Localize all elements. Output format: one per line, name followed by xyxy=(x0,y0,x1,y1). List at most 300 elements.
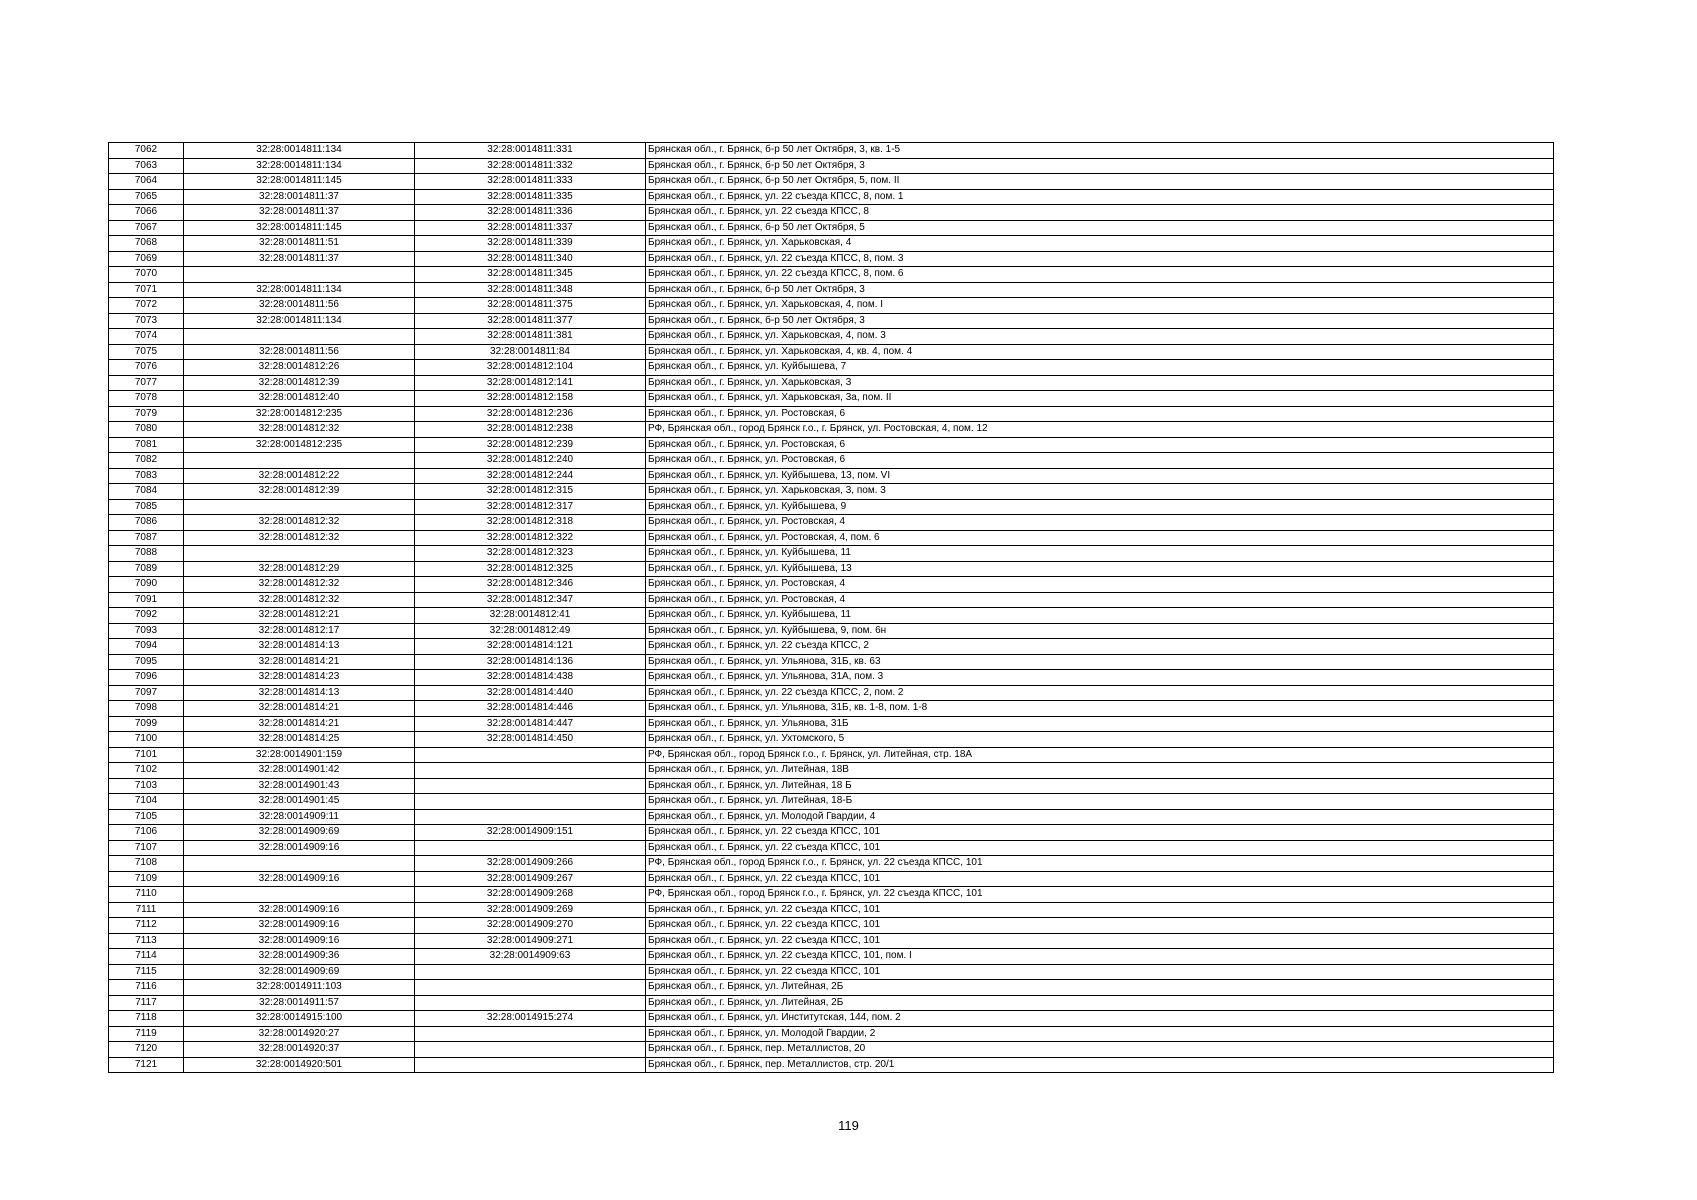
land-cadastral-number-cell: 32:28:0014811:37 xyxy=(184,205,415,221)
land-cadastral-number-cell: 32:28:0014812:235 xyxy=(184,437,415,453)
table-row xyxy=(109,1011,1554,1027)
address-cell: Брянская обл., г. Брянск, ул. 22 съезда КПСС, 101 xyxy=(646,964,1554,980)
land-cadastral-number-cell: 32:28:0014814:13 xyxy=(184,639,415,655)
address-cell: Брянская обл., г. Брянск, ул. 22 съезда КПСС, 8, пом. 1 xyxy=(646,189,1554,205)
address-cell: Брянская обл., г. Брянск, ул. Ростовская, 4 xyxy=(646,577,1554,593)
land-cadastral-number-cell xyxy=(184,887,415,903)
land-cadastral-number-cell xyxy=(184,267,415,283)
row-number-cell: 7107 xyxy=(109,840,184,856)
address-cell: Брянская обл., г. Брянск, ул. Ростовская, 4 xyxy=(646,515,1554,531)
row-number-cell: 7105 xyxy=(109,809,184,825)
address-cell: РФ, Брянская обл., город Брянск г.о., г. Брянск, ул. 22 съезда КПСС, 101 xyxy=(646,856,1554,872)
object-cadastral-number-cell xyxy=(415,763,646,779)
row-number-cell: 7117 xyxy=(109,995,184,1011)
object-cadastral-number-cell: 32:28:0014909:271 xyxy=(415,933,646,949)
land-cadastral-number-cell: 32:28:0014920:27 xyxy=(184,1026,415,1042)
object-cadastral-number-cell: 32:28:0014811:332 xyxy=(415,158,646,174)
row-number-cell: 7087 xyxy=(109,530,184,546)
land-cadastral-number-cell: 32:28:0014811:145 xyxy=(184,220,415,236)
land-cadastral-number-cell: 32:28:0014909:16 xyxy=(184,902,415,918)
table-row xyxy=(109,174,1554,190)
land-cadastral-number-cell: 32:28:0014811:134 xyxy=(184,158,415,174)
address-cell: Брянская обл., г. Брянск, ул. 22 съезда КПСС, 101 xyxy=(646,918,1554,934)
address-cell: Брянская обл., г. Брянск, ул. 22 съезда КПСС, 101 xyxy=(646,825,1554,841)
row-number-cell: 7120 xyxy=(109,1042,184,1058)
row-number-cell: 7121 xyxy=(109,1057,184,1073)
object-cadastral-number-cell: 32:28:0014814:450 xyxy=(415,732,646,748)
row-number-cell: 7092 xyxy=(109,608,184,624)
address-cell: Брянская обл., г. Брянск, ул. 22 съезда КПСС, 101 xyxy=(646,933,1554,949)
table-row xyxy=(109,205,1554,221)
table-row xyxy=(109,406,1554,422)
table-row xyxy=(109,375,1554,391)
row-number-cell: 7067 xyxy=(109,220,184,236)
land-cadastral-number-cell: 32:28:0014909:11 xyxy=(184,809,415,825)
object-cadastral-number-cell: 32:28:0014811:331 xyxy=(415,143,646,159)
table-row xyxy=(109,143,1554,159)
land-cadastral-number-cell: 32:28:0014812:39 xyxy=(184,375,415,391)
table-row xyxy=(109,716,1554,732)
land-cadastral-number-cell xyxy=(184,856,415,872)
land-cadastral-number-cell: 32:28:0014811:37 xyxy=(184,189,415,205)
table-row xyxy=(109,577,1554,593)
address-cell: Брянская обл., г. Брянск, ул. Ростовская, 6 xyxy=(646,453,1554,469)
address-cell: Брянская обл., г. Брянск, ул. Литейная, 18 Б xyxy=(646,778,1554,794)
table-row xyxy=(109,546,1554,562)
table-row xyxy=(109,592,1554,608)
object-cadastral-number-cell xyxy=(415,1057,646,1073)
address-cell: Брянская обл., г. Брянск, б-р 50 лет Октября, 3 xyxy=(646,282,1554,298)
address-cell: Брянская обл., г. Брянск, ул. Молодой Гвардии, 2 xyxy=(646,1026,1554,1042)
address-cell: Брянская обл., г. Брянск, ул. 22 съезда КПСС, 8, пом. 3 xyxy=(646,251,1554,267)
object-cadastral-number-cell: 32:28:0014812:238 xyxy=(415,422,646,438)
table-row xyxy=(109,561,1554,577)
object-cadastral-number-cell: 32:28:0014811:337 xyxy=(415,220,646,236)
address-cell: Брянская обл., г. Брянск, ул. Литейная, 2Б xyxy=(646,980,1554,996)
table-row xyxy=(109,856,1554,872)
address-cell: Брянская обл., г. Брянск, ул. 22 съезда КПСС, 101 xyxy=(646,840,1554,856)
row-number-cell: 7099 xyxy=(109,716,184,732)
address-cell: Брянская обл., г. Брянск, ул. Харьковская, 4, кв. 4, пом. 4 xyxy=(646,344,1554,360)
address-cell: Брянская обл., г. Брянск, ул. Литейная, 18В xyxy=(646,763,1554,779)
row-number-cell: 7069 xyxy=(109,251,184,267)
land-cadastral-number-cell: 32:28:0014812:32 xyxy=(184,577,415,593)
land-cadastral-number-cell: 32:28:0014811:37 xyxy=(184,251,415,267)
land-cadastral-number-cell: 32:28:0014812:29 xyxy=(184,561,415,577)
row-number-cell: 7072 xyxy=(109,298,184,314)
land-cadastral-number-cell: 32:28:0014909:16 xyxy=(184,871,415,887)
row-number-cell: 7080 xyxy=(109,422,184,438)
table-row xyxy=(109,422,1554,438)
table-row xyxy=(109,995,1554,1011)
row-number-cell: 7088 xyxy=(109,546,184,562)
address-cell: Брянская обл., г. Брянск, ул. Харьковская, 3а, пом. II xyxy=(646,391,1554,407)
object-cadastral-number-cell: 32:28:0014811:340 xyxy=(415,251,646,267)
land-cadastral-number-cell: 32:28:0014901:159 xyxy=(184,747,415,763)
address-cell: Брянская обл., г. Брянск, ул. Ульянова, 31Б, кв. 63 xyxy=(646,654,1554,670)
register-table-body xyxy=(109,143,1554,1073)
object-cadastral-number-cell xyxy=(415,980,646,996)
land-cadastral-number-cell: 32:28:0014812:21 xyxy=(184,608,415,624)
row-number-cell: 7081 xyxy=(109,437,184,453)
address-cell: Брянская обл., г. Брянск, ул. Ростовская, 6 xyxy=(646,406,1554,422)
land-cadastral-number-cell: 32:28:0014814:21 xyxy=(184,716,415,732)
table-row xyxy=(109,608,1554,624)
table-row xyxy=(109,189,1554,205)
object-cadastral-number-cell: 32:28:0014812:239 xyxy=(415,437,646,453)
row-number-cell: 7064 xyxy=(109,174,184,190)
table-row xyxy=(109,468,1554,484)
land-cadastral-number-cell: 32:28:0014814:25 xyxy=(184,732,415,748)
table-row xyxy=(109,701,1554,717)
table-row xyxy=(109,1042,1554,1058)
table-row xyxy=(109,732,1554,748)
address-cell: Брянская обл., г. Брянск, ул. 22 съезда КПСС, 101, пом. I xyxy=(646,949,1554,965)
table-row xyxy=(109,933,1554,949)
object-cadastral-number-cell xyxy=(415,995,646,1011)
object-cadastral-number-cell: 32:28:0014909:151 xyxy=(415,825,646,841)
row-number-cell: 7102 xyxy=(109,763,184,779)
object-cadastral-number-cell: 32:28:0014812:317 xyxy=(415,499,646,515)
table-row xyxy=(109,1057,1554,1073)
land-cadastral-number-cell: 32:28:0014911:103 xyxy=(184,980,415,996)
row-number-cell: 7065 xyxy=(109,189,184,205)
object-cadastral-number-cell: 32:28:0014909:268 xyxy=(415,887,646,903)
object-cadastral-number-cell: 32:28:0014909:266 xyxy=(415,856,646,872)
object-cadastral-number-cell: 32:28:0014811:381 xyxy=(415,329,646,345)
address-cell: Брянская обл., г. Брянск, ул. Куйбышева, 11 xyxy=(646,608,1554,624)
row-number-cell: 7118 xyxy=(109,1011,184,1027)
row-number-cell: 7098 xyxy=(109,701,184,717)
table-row xyxy=(109,251,1554,267)
address-cell: Брянская обл., г. Брянск, ул. Харьковская, 4, пом. I xyxy=(646,298,1554,314)
table-row xyxy=(109,763,1554,779)
table-row xyxy=(109,360,1554,376)
object-cadastral-number-cell xyxy=(415,840,646,856)
object-cadastral-number-cell: 32:28:0014814:446 xyxy=(415,701,646,717)
object-cadastral-number-cell: 32:28:0014812:315 xyxy=(415,484,646,500)
row-number-cell: 7090 xyxy=(109,577,184,593)
address-cell: Брянская обл., г. Брянск, б-р 50 лет Октября, 3 xyxy=(646,313,1554,329)
object-cadastral-number-cell: 32:28:0014812:236 xyxy=(415,406,646,422)
row-number-cell: 7115 xyxy=(109,964,184,980)
object-cadastral-number-cell xyxy=(415,809,646,825)
table-row xyxy=(109,267,1554,283)
row-number-cell: 7073 xyxy=(109,313,184,329)
object-cadastral-number-cell: 32:28:0014814:121 xyxy=(415,639,646,655)
table-row xyxy=(109,840,1554,856)
object-cadastral-number-cell: 32:28:0014812:104 xyxy=(415,360,646,376)
land-cadastral-number-cell: 32:28:0014812:32 xyxy=(184,592,415,608)
object-cadastral-number-cell: 32:28:0014812:141 xyxy=(415,375,646,391)
object-cadastral-number-cell: 32:28:0014811:348 xyxy=(415,282,646,298)
land-cadastral-number-cell: 32:28:0014812:17 xyxy=(184,623,415,639)
table-row xyxy=(109,654,1554,670)
address-cell: РФ, Брянская обл., город Брянск г.о., г. Брянск, ул. Литейная, стр. 18А xyxy=(646,747,1554,763)
land-cadastral-number-cell: 32:28:0014811:51 xyxy=(184,236,415,252)
row-number-cell: 7103 xyxy=(109,778,184,794)
address-cell: Брянская обл., г. Брянск, пер. Металлистов, 20 xyxy=(646,1042,1554,1058)
table-row xyxy=(109,887,1554,903)
land-cadastral-number-cell: 32:28:0014812:40 xyxy=(184,391,415,407)
address-cell: Брянская обл., г. Брянск, ул. 22 съезда КПСС, 2, пом. 2 xyxy=(646,685,1554,701)
address-cell: Брянская обл., г. Брянск, б-р 50 лет Октября, 3, кв. 1-5 xyxy=(646,143,1554,159)
land-cadastral-number-cell: 32:28:0014811:145 xyxy=(184,174,415,190)
table-row xyxy=(109,980,1554,996)
address-cell: Брянская обл., г. Брянск, б-р 50 лет Октября, 5, пом. II xyxy=(646,174,1554,190)
land-cadastral-number-cell: 32:28:0014812:26 xyxy=(184,360,415,376)
row-number-cell: 7116 xyxy=(109,980,184,996)
land-cadastral-number-cell: 32:28:0014812:39 xyxy=(184,484,415,500)
object-cadastral-number-cell: 32:28:0014812:41 xyxy=(415,608,646,624)
row-number-cell: 7100 xyxy=(109,732,184,748)
table-row xyxy=(109,747,1554,763)
row-number-cell: 7119 xyxy=(109,1026,184,1042)
address-cell: Брянская обл., г. Брянск, ул. Куйбышева, 9 xyxy=(646,499,1554,515)
object-cadastral-number-cell xyxy=(415,747,646,763)
land-cadastral-number-cell: 32:28:0014909:16 xyxy=(184,933,415,949)
land-cadastral-number-cell: 32:28:0014814:13 xyxy=(184,685,415,701)
row-number-cell: 7095 xyxy=(109,654,184,670)
land-cadastral-number-cell: 32:28:0014911:57 xyxy=(184,995,415,1011)
object-cadastral-number-cell: 32:28:0014814:136 xyxy=(415,654,646,670)
address-cell: РФ, Брянская обл., город Брянск г.о., г. Брянск, ул. Ростовская, 4, пом. 12 xyxy=(646,422,1554,438)
address-cell: Брянская обл., г. Брянск, ул. Ульянова, 31Б xyxy=(646,716,1554,732)
object-cadastral-number-cell: 32:28:0014812:322 xyxy=(415,530,646,546)
table-row xyxy=(109,670,1554,686)
address-cell: Брянская обл., г. Брянск, ул. Литейная, 18-Б xyxy=(646,794,1554,810)
object-cadastral-number-cell: 32:28:0014814:438 xyxy=(415,670,646,686)
table-row xyxy=(109,825,1554,841)
table-row xyxy=(109,809,1554,825)
address-cell: Брянская обл., г. Брянск, ул. 22 съезда КПСС, 8, пом. 6 xyxy=(646,267,1554,283)
land-cadastral-number-cell: 32:28:0014920:501 xyxy=(184,1057,415,1073)
object-cadastral-number-cell: 32:28:0014812:325 xyxy=(415,561,646,577)
row-number-cell: 7106 xyxy=(109,825,184,841)
row-number-cell: 7084 xyxy=(109,484,184,500)
land-cadastral-number-cell: 32:28:0014814:23 xyxy=(184,670,415,686)
address-cell: Брянская обл., г. Брянск, ул. Ростовская, 4, пом. 6 xyxy=(646,530,1554,546)
row-number-cell: 7113 xyxy=(109,933,184,949)
land-cadastral-number-cell: 32:28:0014909:16 xyxy=(184,840,415,856)
object-cadastral-number-cell: 32:28:0014814:440 xyxy=(415,685,646,701)
land-cadastral-number-cell: 32:28:0014811:134 xyxy=(184,313,415,329)
row-number-cell: 7091 xyxy=(109,592,184,608)
land-cadastral-number-cell xyxy=(184,499,415,515)
object-cadastral-number-cell: 32:28:0014812:323 xyxy=(415,546,646,562)
land-cadastral-number-cell: 32:28:0014812:22 xyxy=(184,468,415,484)
row-number-cell: 7079 xyxy=(109,406,184,422)
address-cell: Брянская обл., г. Брянск, ул. Харьковская, 3 xyxy=(646,375,1554,391)
object-cadastral-number-cell xyxy=(415,964,646,980)
table-row xyxy=(109,484,1554,500)
address-cell: Брянская обл., г. Брянск, ул. Куйбышева, 11 xyxy=(646,546,1554,562)
address-cell: Брянская обл., г. Брянск, ул. Ростовская, 4 xyxy=(646,592,1554,608)
land-cadastral-number-cell: 32:28:0014909:69 xyxy=(184,825,415,841)
land-cadastral-number-cell: 32:28:0014901:45 xyxy=(184,794,415,810)
row-number-cell: 7093 xyxy=(109,623,184,639)
address-cell: Брянская обл., г. Брянск, ул. Куйбышева, 9, пом. 6н xyxy=(646,623,1554,639)
table-row xyxy=(109,391,1554,407)
object-cadastral-number-cell: 32:28:0014811:375 xyxy=(415,298,646,314)
object-cadastral-number-cell: 32:28:0014812:240 xyxy=(415,453,646,469)
row-number-cell: 7070 xyxy=(109,267,184,283)
land-cadastral-number-cell xyxy=(184,329,415,345)
land-cadastral-number-cell: 32:28:0014915:100 xyxy=(184,1011,415,1027)
land-cadastral-number-cell: 32:28:0014811:56 xyxy=(184,298,415,314)
address-cell: Брянская обл., г. Брянск, ул. Харьковская, 3, пом. 3 xyxy=(646,484,1554,500)
table-row xyxy=(109,778,1554,794)
table-row xyxy=(109,453,1554,469)
row-number-cell: 7083 xyxy=(109,468,184,484)
table-row xyxy=(109,639,1554,655)
land-cadastral-number-cell: 32:28:0014909:16 xyxy=(184,918,415,934)
object-cadastral-number-cell: 32:28:0014812:347 xyxy=(415,592,646,608)
address-cell: Брянская обл., г. Брянск, ул. Литейная, 2Б xyxy=(646,995,1554,1011)
table-row xyxy=(109,298,1554,314)
object-cadastral-number-cell: 32:28:0014812:346 xyxy=(415,577,646,593)
land-cadastral-number-cell: 32:28:0014812:32 xyxy=(184,515,415,531)
row-number-cell: 7104 xyxy=(109,794,184,810)
object-cadastral-number-cell: 32:28:0014814:447 xyxy=(415,716,646,732)
table-row xyxy=(109,313,1554,329)
address-cell: Брянская обл., г. Брянск, ул. Ухтомского, 5 xyxy=(646,732,1554,748)
address-cell: Брянская обл., г. Брянск, ул. Институтская, 144, пом. 2 xyxy=(646,1011,1554,1027)
row-number-cell: 7082 xyxy=(109,453,184,469)
row-number-cell: 7114 xyxy=(109,949,184,965)
row-number-cell: 7062 xyxy=(109,143,184,159)
table-row xyxy=(109,949,1554,965)
land-cadastral-number-cell: 32:28:0014909:69 xyxy=(184,964,415,980)
land-cadastral-number-cell xyxy=(184,546,415,562)
address-cell: Брянская обл., г. Брянск, ул. Харьковская, 4 xyxy=(646,236,1554,252)
row-number-cell: 7094 xyxy=(109,639,184,655)
row-number-cell: 7071 xyxy=(109,282,184,298)
object-cadastral-number-cell: 32:28:0014811:84 xyxy=(415,344,646,360)
object-cadastral-number-cell: 32:28:0014811:336 xyxy=(415,205,646,221)
land-cadastral-number-cell: 32:28:0014811:56 xyxy=(184,344,415,360)
row-number-cell: 7076 xyxy=(109,360,184,376)
address-cell: Брянская обл., г. Брянск, б-р 50 лет Октября, 5 xyxy=(646,220,1554,236)
row-number-cell: 7101 xyxy=(109,747,184,763)
land-cadastral-number-cell: 32:28:0014811:134 xyxy=(184,282,415,298)
object-cadastral-number-cell: 32:28:0014812:318 xyxy=(415,515,646,531)
object-cadastral-number-cell: 32:28:0014811:345 xyxy=(415,267,646,283)
address-cell: Брянская обл., г. Брянск, ул. 22 съезда КПСС, 2 xyxy=(646,639,1554,655)
row-number-cell: 7112 xyxy=(109,918,184,934)
land-cadastral-number-cell: 32:28:0014901:43 xyxy=(184,778,415,794)
object-cadastral-number-cell xyxy=(415,1026,646,1042)
row-number-cell: 7075 xyxy=(109,344,184,360)
row-number-cell: 7111 xyxy=(109,902,184,918)
table-row xyxy=(109,623,1554,639)
land-cadastral-number-cell: 32:28:0014812:32 xyxy=(184,422,415,438)
row-number-cell: 7085 xyxy=(109,499,184,515)
land-cadastral-number-cell xyxy=(184,453,415,469)
row-number-cell: 7096 xyxy=(109,670,184,686)
table-row xyxy=(109,220,1554,236)
object-cadastral-number-cell: 32:28:0014811:339 xyxy=(415,236,646,252)
land-cadastral-number-cell: 32:28:0014812:235 xyxy=(184,406,415,422)
land-cadastral-number-cell: 32:28:0014920:37 xyxy=(184,1042,415,1058)
table-row xyxy=(109,515,1554,531)
row-number-cell: 7109 xyxy=(109,871,184,887)
object-cadastral-number-cell: 32:28:0014909:269 xyxy=(415,902,646,918)
table-row xyxy=(109,685,1554,701)
row-number-cell: 7074 xyxy=(109,329,184,345)
land-cadastral-number-cell: 32:28:0014909:36 xyxy=(184,949,415,965)
object-cadastral-number-cell: 32:28:0014811:377 xyxy=(415,313,646,329)
table-row xyxy=(109,499,1554,515)
row-number-cell: 7086 xyxy=(109,515,184,531)
object-cadastral-number-cell: 32:28:0014909:63 xyxy=(415,949,646,965)
address-cell: РФ, Брянская обл., город Брянск г.о., г. Брянск, ул. 22 съезда КПСС, 101 xyxy=(646,887,1554,903)
row-number-cell: 7068 xyxy=(109,236,184,252)
object-cadastral-number-cell xyxy=(415,1042,646,1058)
address-cell: Брянская обл., г. Брянск, ул. Ростовская, 6 xyxy=(646,437,1554,453)
object-cadastral-number-cell: 32:28:0014811:335 xyxy=(415,189,646,205)
table-row xyxy=(109,964,1554,980)
row-number-cell: 7066 xyxy=(109,205,184,221)
object-cadastral-number-cell xyxy=(415,778,646,794)
object-cadastral-number-cell: 32:28:0014811:333 xyxy=(415,174,646,190)
table-row xyxy=(109,794,1554,810)
address-cell: Брянская обл., г. Брянск, ул. 22 съезда КПСС, 101 xyxy=(646,871,1554,887)
row-number-cell: 7077 xyxy=(109,375,184,391)
object-cadastral-number-cell xyxy=(415,794,646,810)
table-row xyxy=(109,437,1554,453)
table-row xyxy=(109,918,1554,934)
table-row xyxy=(109,871,1554,887)
address-cell: Брянская обл., г. Брянск, ул. Ульянова, 31Б, кв. 1-8, пом. 1-8 xyxy=(646,701,1554,717)
address-cell: Брянская обл., г. Брянск, пер. Металлистов, стр. 20/1 xyxy=(646,1057,1554,1073)
table-row xyxy=(109,158,1554,174)
land-cadastral-number-cell: 32:28:0014812:32 xyxy=(184,530,415,546)
object-cadastral-number-cell: 32:28:0014812:49 xyxy=(415,623,646,639)
address-cell: Брянская обл., г. Брянск, ул. 22 съезда КПСС, 8 xyxy=(646,205,1554,221)
address-cell: Брянская обл., г. Брянск, ул. Куйбышева, 7 xyxy=(646,360,1554,376)
object-cadastral-number-cell: 32:28:0014812:244 xyxy=(415,468,646,484)
address-cell: Брянская обл., г. Брянск, ул. Молодой Гвардии, 4 xyxy=(646,809,1554,825)
land-cadastral-number-cell: 32:28:0014811:134 xyxy=(184,143,415,159)
address-cell: Брянская обл., г. Брянск, ул. Харьковская, 4, пом. 3 xyxy=(646,329,1554,345)
object-cadastral-number-cell: 32:28:0014909:270 xyxy=(415,918,646,934)
row-number-cell: 7063 xyxy=(109,158,184,174)
row-number-cell: 7110 xyxy=(109,887,184,903)
register-table xyxy=(108,142,1554,1073)
address-cell: Брянская обл., г. Брянск, ул. Ульянова, 31А, пом. 3 xyxy=(646,670,1554,686)
address-cell: Брянская обл., г. Брянск, ул. Куйбышева, 13 xyxy=(646,561,1554,577)
table-row xyxy=(109,236,1554,252)
table-row xyxy=(109,344,1554,360)
table-row xyxy=(109,530,1554,546)
table-row xyxy=(109,282,1554,298)
table-row xyxy=(109,329,1554,345)
land-cadastral-number-cell: 32:28:0014901:42 xyxy=(184,763,415,779)
land-cadastral-number-cell: 32:28:0014814:21 xyxy=(184,654,415,670)
row-number-cell: 7097 xyxy=(109,685,184,701)
table-row xyxy=(109,902,1554,918)
object-cadastral-number-cell: 32:28:0014915:274 xyxy=(415,1011,646,1027)
row-number-cell: 7108 xyxy=(109,856,184,872)
page-number: 119 xyxy=(838,1118,859,1133)
land-cadastral-number-cell: 32:28:0014814:21 xyxy=(184,701,415,717)
object-cadastral-number-cell: 32:28:0014909:267 xyxy=(415,871,646,887)
address-cell: Брянская обл., г. Брянск, ул. 22 съезда КПСС, 101 xyxy=(646,902,1554,918)
object-cadastral-number-cell: 32:28:0014812:158 xyxy=(415,391,646,407)
row-number-cell: 7078 xyxy=(109,391,184,407)
row-number-cell: 7089 xyxy=(109,561,184,577)
